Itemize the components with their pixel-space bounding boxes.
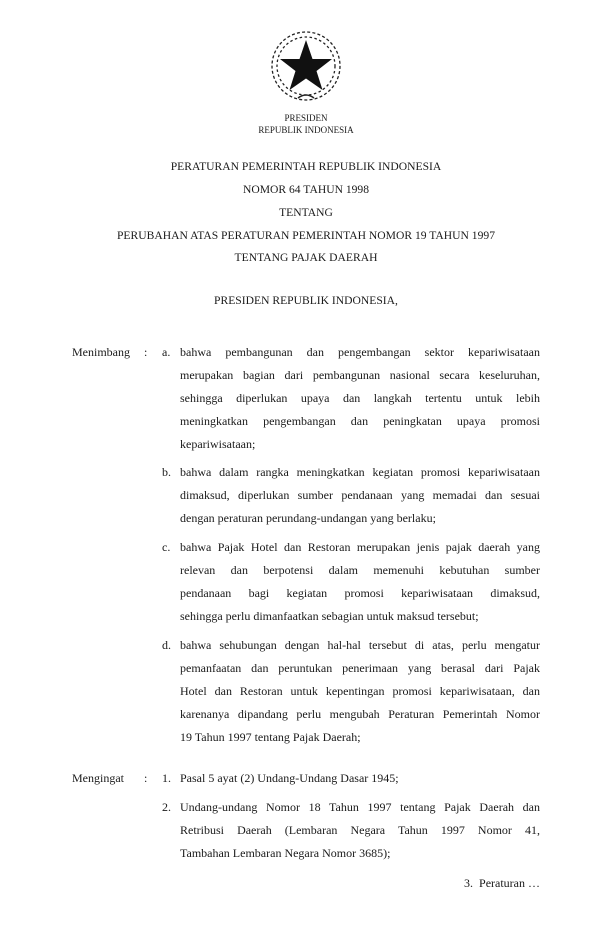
item-text [180,341,540,456]
item-marker: c. [162,540,171,554]
president-heading: PRESIDEN REPUBLIK INDONESIA, [214,294,398,307]
header-line-1: PRESIDEN [284,113,328,123]
text-line: dengan peraturan perundang-undangan yang berlaku; [180,511,436,525]
continuation-text: 3. Peraturan … [464,876,540,890]
item-marker: d. [162,638,171,652]
menimbang-label: Menimbang [72,345,130,359]
item-text [180,461,540,530]
text-line: meningkatkan pengembangan dan peningkatan upaya promosi [180,414,540,428]
item-text [180,796,540,865]
item-marker: 2. [162,800,171,814]
text-line: bahwa dalam rangka meningkatkan kegiatan promosi kepariwisataan [180,465,540,479]
text-line: 19 Tahun 1997 tentang Pajak Daerah; [180,730,361,744]
text-line: dimaksud, diperlukan sumber pendanaan yang memadai dan sesuai [180,488,540,502]
text-line: Pasal 5 ayat (2) Undang-Undang Dasar 1945; [180,771,399,785]
title-line: NOMOR 64 TAHUN 1998 [242,183,370,196]
text-line: bahwa pembangunan dan pengembangan sektor kepariwisataan [180,345,540,359]
item-marker: 1. [162,771,171,785]
item-text [180,634,540,749]
text-line: bahwa Pajak Hotel dan Restoran merupakan jenis pajak daerah yang [180,540,540,554]
title-line: PERATURAN PEMERINTAH REPUBLIK INDONESIA [170,160,442,173]
item-text [180,536,540,628]
text-line: kepariwisataan; [180,437,256,451]
text-line: sehingga perlu dimanfaatkan sebagian untuk maksud tersebut; [180,609,479,623]
text-line: Retribusi Daerah (Lembaran Negara Tahun 1997 Nomor 41, [180,823,540,837]
star-wreath-emblem-icon [268,28,344,104]
text-line: pendanaan bagi kegiatan promosi kepariwisataan dimaksud, [180,586,540,600]
text-line: merupakan bagian dari pembangunan nasional secara keseluruhan, [180,368,540,382]
text-line: relevan dan berpotensi dalam memenuhi kebutuhan sumber [180,563,540,577]
item-text [180,767,540,790]
text-line: karenanya dipandang perlu mengubah Peraturan Pemerintah Nomor [180,707,540,721]
text-line: sehingga diperlukan upaya dan langkah tertentu untuk lebih [180,391,540,405]
mengingat-colon: : [144,771,148,785]
text-line: Tambahan Lembaran Negara Nomor 3685); [180,846,391,860]
item-marker: a. [162,345,171,359]
text-line: Hotel dan Restoran untuk kepentingan promosi kepariwisataan, dan [180,684,540,698]
header-line-2: REPUBLIK INDONESIA [258,125,354,135]
text-line: bahwa sehubungan dengan hal-hal tersebut di atas, perlu mengatur [180,638,540,652]
menimbang-colon: : [144,345,148,359]
text-line: Undang-undang Nomor 18 Tahun 1997 tentang Pajak Daerah dan [180,800,540,814]
text-line: pemanfaatan dan peruntukan penerimaan yang berasal dari Pajak [180,661,540,675]
mengingat-label: Mengingat [72,771,124,785]
title-line: PERUBAHAN ATAS PERATURAN PEMERINTAH NOMOR 19 TAHUN 1997 [116,229,495,242]
title-line: TENTANG [279,206,333,219]
title-line: TENTANG PAJAK DAERAH [234,251,378,264]
item-marker: b. [162,465,171,479]
